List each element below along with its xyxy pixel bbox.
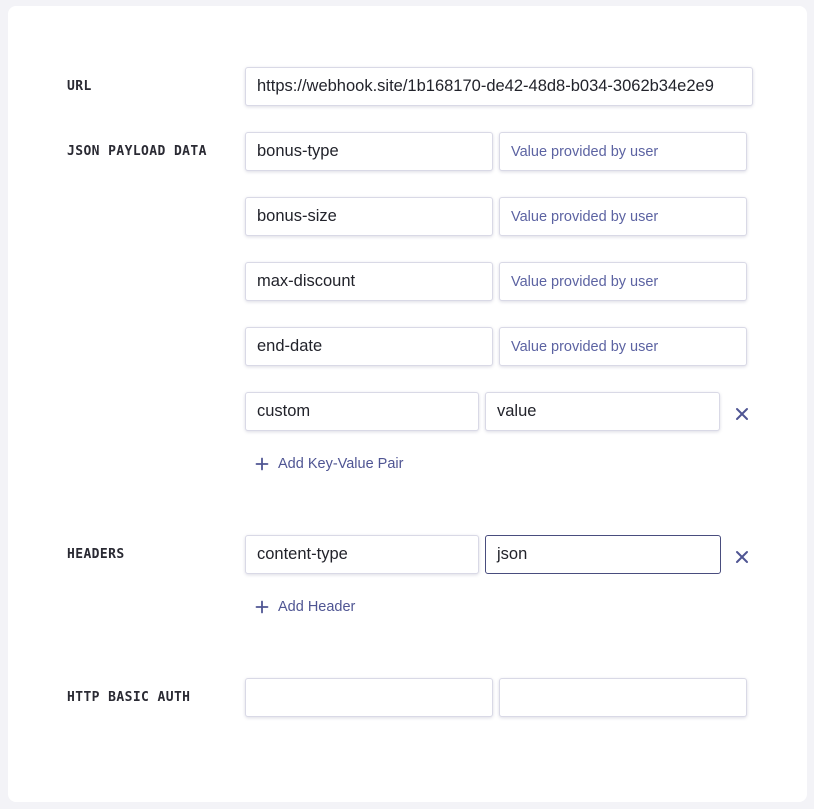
url-input[interactable]: https://webhook.site/1b168170-de42-48d8-b034-3062b34e2e9 [245, 67, 753, 106]
custom-key-input[interactable]: custom [245, 392, 479, 431]
payload-key-input[interactable]: max-discount [245, 262, 493, 301]
add-key-value-label: Add Key-Value Pair [278, 456, 404, 472]
payload-value-input[interactable]: Value provided by user [499, 327, 747, 366]
close-icon[interactable] [734, 406, 750, 422]
add-header-label: Add Header [278, 599, 356, 615]
payload-key-input[interactable]: bonus-size [245, 197, 493, 236]
payload-key-input[interactable]: end-date [245, 327, 493, 366]
plus-icon [255, 457, 269, 471]
payload-value-input[interactable]: Value provided by user [499, 197, 747, 236]
add-header-button[interactable] [255, 599, 355, 615]
payload-value-input[interactable]: Value provided by user [499, 262, 747, 301]
url-label: URL [67, 79, 92, 94]
auth-username-input[interactable] [245, 678, 493, 717]
json-payload-label: JSON PAYLOAD DATA [67, 144, 207, 159]
payload-key-input[interactable]: bonus-type [245, 132, 493, 171]
custom-value-input[interactable]: value [485, 392, 720, 431]
header-key-input[interactable]: content-type [245, 535, 479, 574]
header-value-input[interactable]: json [485, 535, 721, 574]
plus-icon [255, 600, 269, 614]
payload-value-input[interactable]: Value provided by user [499, 132, 747, 171]
headers-label: HEADERS [67, 547, 125, 562]
http-basic-auth-label: HTTP BASIC AUTH [67, 690, 191, 705]
close-icon[interactable] [734, 549, 750, 565]
auth-password-input[interactable] [499, 678, 747, 717]
add-key-value-button[interactable] [255, 456, 403, 472]
